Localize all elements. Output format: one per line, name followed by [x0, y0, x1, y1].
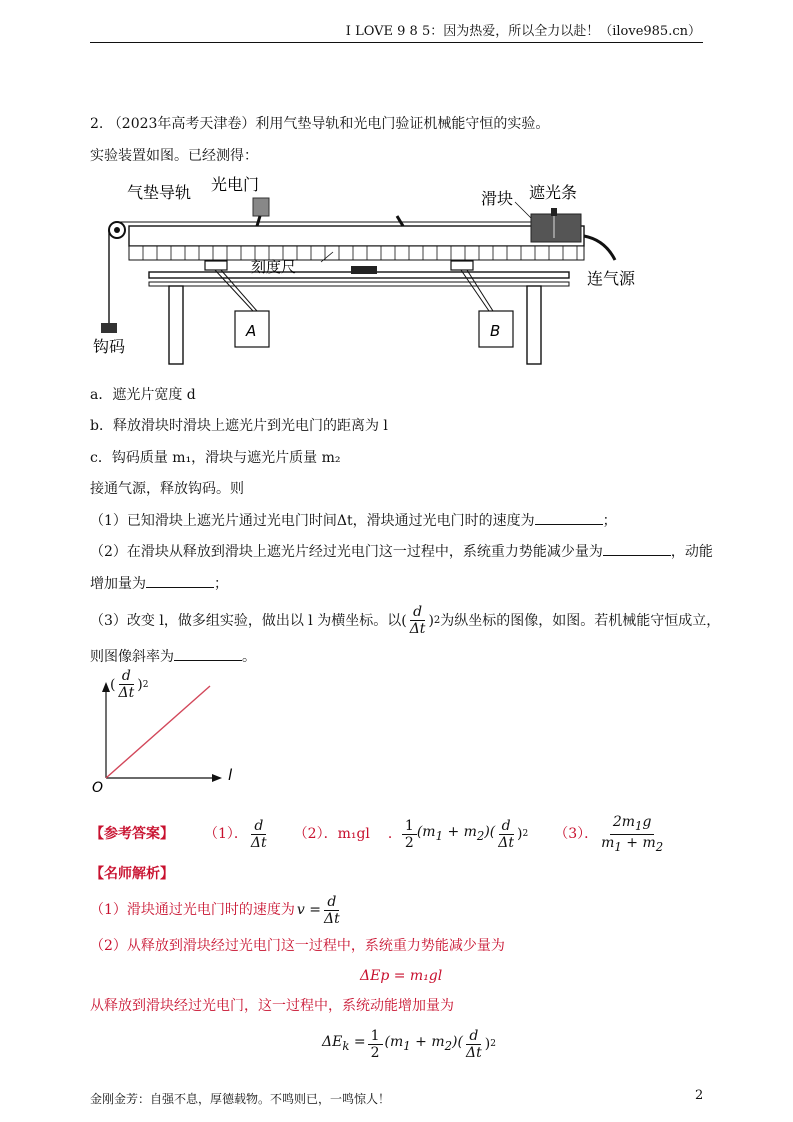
question-1 [90, 510, 617, 531]
q1-blank[interactable] [535, 510, 603, 525]
q2-blank-1[interactable] [603, 541, 671, 556]
answer-p2b: ． [387, 826, 402, 842]
measure-c: c．钩码质量 m₁，滑块与遮光片质量 m₂ [90, 450, 341, 466]
label-point-a: A [246, 322, 257, 340]
label-point-b: B [490, 322, 501, 340]
label-scale: 刻度尺 [251, 258, 297, 276]
q2-blank-2[interactable] [146, 573, 214, 588]
page-header: I LOVE 9 8 5：因为热爱，所以全力以赴！（ilove985.cn） [345, 24, 701, 39]
q3-blank[interactable] [174, 646, 242, 661]
header-rule [90, 42, 703, 43]
label-air-source: 连气源 [587, 269, 636, 288]
hook-weight-block [101, 323, 117, 333]
page-number: 2 [695, 1088, 704, 1103]
y-axis-label: ( $\frac{d}{\Delta t}$ ) 2 [110, 668, 149, 701]
x-axis-arrow [212, 774, 222, 782]
analysis-eq-ep: ΔEp = m₁gl [360, 968, 443, 984]
question-2 [90, 541, 713, 562]
label-slider: 滑块 [481, 189, 514, 208]
answer-p1: （1）． [204, 826, 248, 842]
air-track-bar [129, 226, 584, 246]
measure-b: b．释放滑块时滑块上遮光片到光电门的距离为 l [90, 418, 388, 434]
label-air-track: 气垫导轨 [127, 183, 192, 202]
answer-p2: （2）．m₁gl [293, 826, 370, 842]
question-2-line2 [90, 573, 228, 594]
label-shade-strip: 遮光条 [529, 183, 578, 202]
q3-text-a: （3）改变 l，做多组实验，做出以 l 为横坐标。以 [90, 612, 402, 629]
y-axis-arrow [102, 682, 110, 692]
photogate-body [253, 198, 269, 216]
answer-label: 【参考答案】 [90, 826, 174, 842]
q1-end: ； [602, 513, 617, 529]
q2-end: ； [214, 576, 228, 592]
analysis-eq-ek: $\Delta E_k$ = $\frac{1}{2}$ $(m_1 + m_2)$( $\frac{d}{\Delta t}$ ) 2 [322, 1027, 496, 1061]
q3-end: 。 [242, 649, 256, 665]
question-3-line2 [90, 646, 256, 667]
q2-line2: 增加量为 [90, 576, 146, 592]
analysis-line-3: 从释放到滑块经过光电门，这一过程中，系统动能增加量为 [90, 998, 454, 1014]
label-hook-weight: 钩码 [93, 337, 126, 356]
q2-mid: ，动能 [670, 544, 713, 560]
footer-motto: 金刚金芳：自强不息，厚德载物。不鸣则已，一鸣惊人！ [90, 1092, 391, 1106]
scale-ticks [129, 246, 584, 260]
origin-label: O [92, 780, 104, 796]
q3-text-b: 为纵坐标的图像，如图。若机械能守恒成立， [440, 612, 721, 629]
measure-a: a．遮光片宽度 d [90, 387, 196, 403]
answer-2b-expr: $\frac{1}{2}$ $(m_1 + m_2)$( $\frac{d}{\Delta t}$ ) 2 [402, 818, 528, 851]
answer-p3: （3）． [554, 826, 599, 842]
analysis-line-2: （2）从释放到滑块经过光电门这一过程中，系统重力势能减少量为 [90, 938, 505, 954]
slider-block [531, 214, 581, 242]
q3-line2: 则图像斜率为 [90, 649, 174, 665]
answer-1-frac: $\frac{d}{\Delta t}$ [250, 817, 267, 851]
q2-text: （2）在滑块从释放到滑块上遮光片经过光电门这一过程中，系统重力势能减少量为 [90, 544, 603, 560]
analysis-l1: （1）滑块通过光电门时的速度为 [90, 902, 295, 918]
q1-text: （1）已知滑块上遮光片通过光电门时间Δt，滑块通过光电门时的速度为 [90, 513, 535, 529]
connect-text: 接通气源，释放钩码。则 [90, 481, 244, 497]
apparatus-diagram [85, 168, 685, 368]
label-photogate: 光电门 [211, 175, 260, 194]
analysis-line-1: （1）滑块通过光电门时的速度为 v = $\frac{d}{\Delta t}$ [90, 893, 340, 927]
answer-3-frac: $\frac{2m_1g}{m_1 + m_2}$ [601, 813, 664, 854]
problem-setup: 实验装置如图。已经测得： [90, 148, 258, 164]
answer-row [90, 812, 666, 856]
x-axis-label: l [228, 766, 233, 784]
question-3 [90, 604, 720, 637]
problem-intro: 2. （2023年高考天津卷）利用气垫导轨和光电门验证机械能守恒的实验。 [90, 116, 550, 132]
analysis-label: 【名师解析】 [90, 866, 174, 882]
q3-frac-expr: ( $\frac{d}{\Delta t}$ ) 2 [401, 604, 441, 637]
